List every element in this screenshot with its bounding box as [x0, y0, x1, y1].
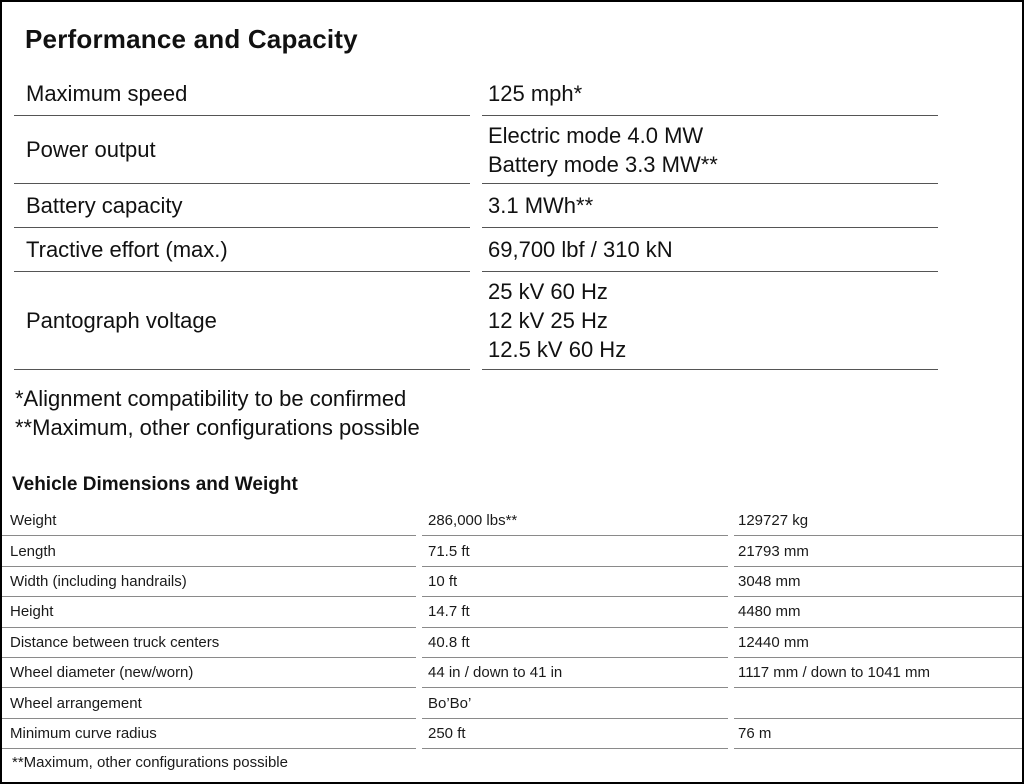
perf-value [482, 116, 938, 184]
perf-row-battery-capacity [14, 184, 938, 228]
dim-imperial: 250 ft [422, 719, 728, 749]
dim-imperial: Bo’Bo’ [422, 688, 728, 718]
perf-value [482, 72, 938, 116]
dim-label: Width (including handrails) [2, 567, 416, 597]
dim-label: Distance between truck centers [2, 628, 416, 658]
perf-value [482, 228, 938, 272]
dim-imperial: 40.8 ft [422, 628, 728, 658]
performance-notes [15, 384, 420, 442]
dim-metric: 12440 mm [734, 628, 1022, 658]
perf-value-line: Electric mode 4.0 MW [488, 122, 704, 148]
perf-row-pantograph-voltage [14, 272, 938, 370]
performance-title: Performance and Capacity [25, 24, 358, 54]
dim-metric: 76 m [734, 719, 1022, 749]
perf-label: Maximum speed [14, 72, 470, 116]
perf-label: Battery capacity [14, 184, 470, 228]
perf-row-power-output [14, 116, 938, 184]
footnote: **Maximum, other configurations possible [15, 415, 420, 440]
table-row [2, 658, 1022, 688]
dim-label: Wheel diameter (new/worn) [2, 658, 416, 688]
dim-metric: 3048 mm [734, 567, 1022, 597]
dim-label: Weight [2, 506, 416, 536]
dim-metric [734, 688, 1022, 718]
dimensions-footnote: **Maximum, other configurations possible [12, 754, 288, 771]
perf-label: Tractive effort (max.) [14, 228, 470, 272]
dimensions-table [2, 506, 1022, 749]
dim-label: Wheel arrangement [2, 688, 416, 718]
dim-metric: 1117 mm / down to 1041 mm [734, 658, 1022, 688]
table-row [2, 719, 1022, 749]
dim-imperial: 44 in / down to 41 in [422, 658, 728, 688]
perf-value-line: 25 kV 60 Hz [488, 279, 608, 304]
dim-imperial: 10 ft [422, 567, 728, 597]
dim-label: Length [2, 536, 416, 566]
dim-label: Height [2, 597, 416, 627]
dimensions-title: Vehicle Dimensions and Weight [12, 474, 298, 495]
perf-value-line: 12 kV 25 Hz [488, 308, 608, 333]
perf-value-line: Battery mode 3.3 MW** [488, 151, 718, 177]
table-row [2, 506, 1022, 536]
dim-metric: 21793 mm [734, 536, 1022, 566]
perf-label: Pantograph voltage [14, 272, 470, 370]
performance-table [14, 72, 938, 370]
dim-imperial: 71.5 ft [422, 536, 728, 566]
table-row [2, 688, 1022, 718]
perf-value [482, 272, 938, 370]
table-row [2, 628, 1022, 658]
perf-value [482, 184, 938, 228]
perf-label: Power output [14, 116, 470, 184]
perf-value-line: 125 mph* [488, 81, 583, 106]
perf-value-line: 3.1 MWh** [488, 193, 594, 218]
footnote: *Alignment compatibility to be confirmed [15, 386, 407, 411]
dim-imperial: 286,000 lbs** [422, 506, 728, 536]
perf-row-tractive-effort [14, 228, 938, 272]
perf-value-line: 69,700 lbf / 310 kN [488, 237, 673, 262]
table-row [2, 597, 1022, 627]
table-row [2, 536, 1022, 566]
perf-value-line: 12.5 kV 60 Hz [488, 337, 627, 362]
perf-row-maximum-speed [14, 72, 938, 116]
dim-metric: 4480 mm [734, 597, 1022, 627]
dim-label: Minimum curve radius [2, 719, 416, 749]
table-row [2, 567, 1022, 597]
dim-metric: 129727 kg [734, 506, 1022, 536]
dim-imperial: 14.7 ft [422, 597, 728, 627]
